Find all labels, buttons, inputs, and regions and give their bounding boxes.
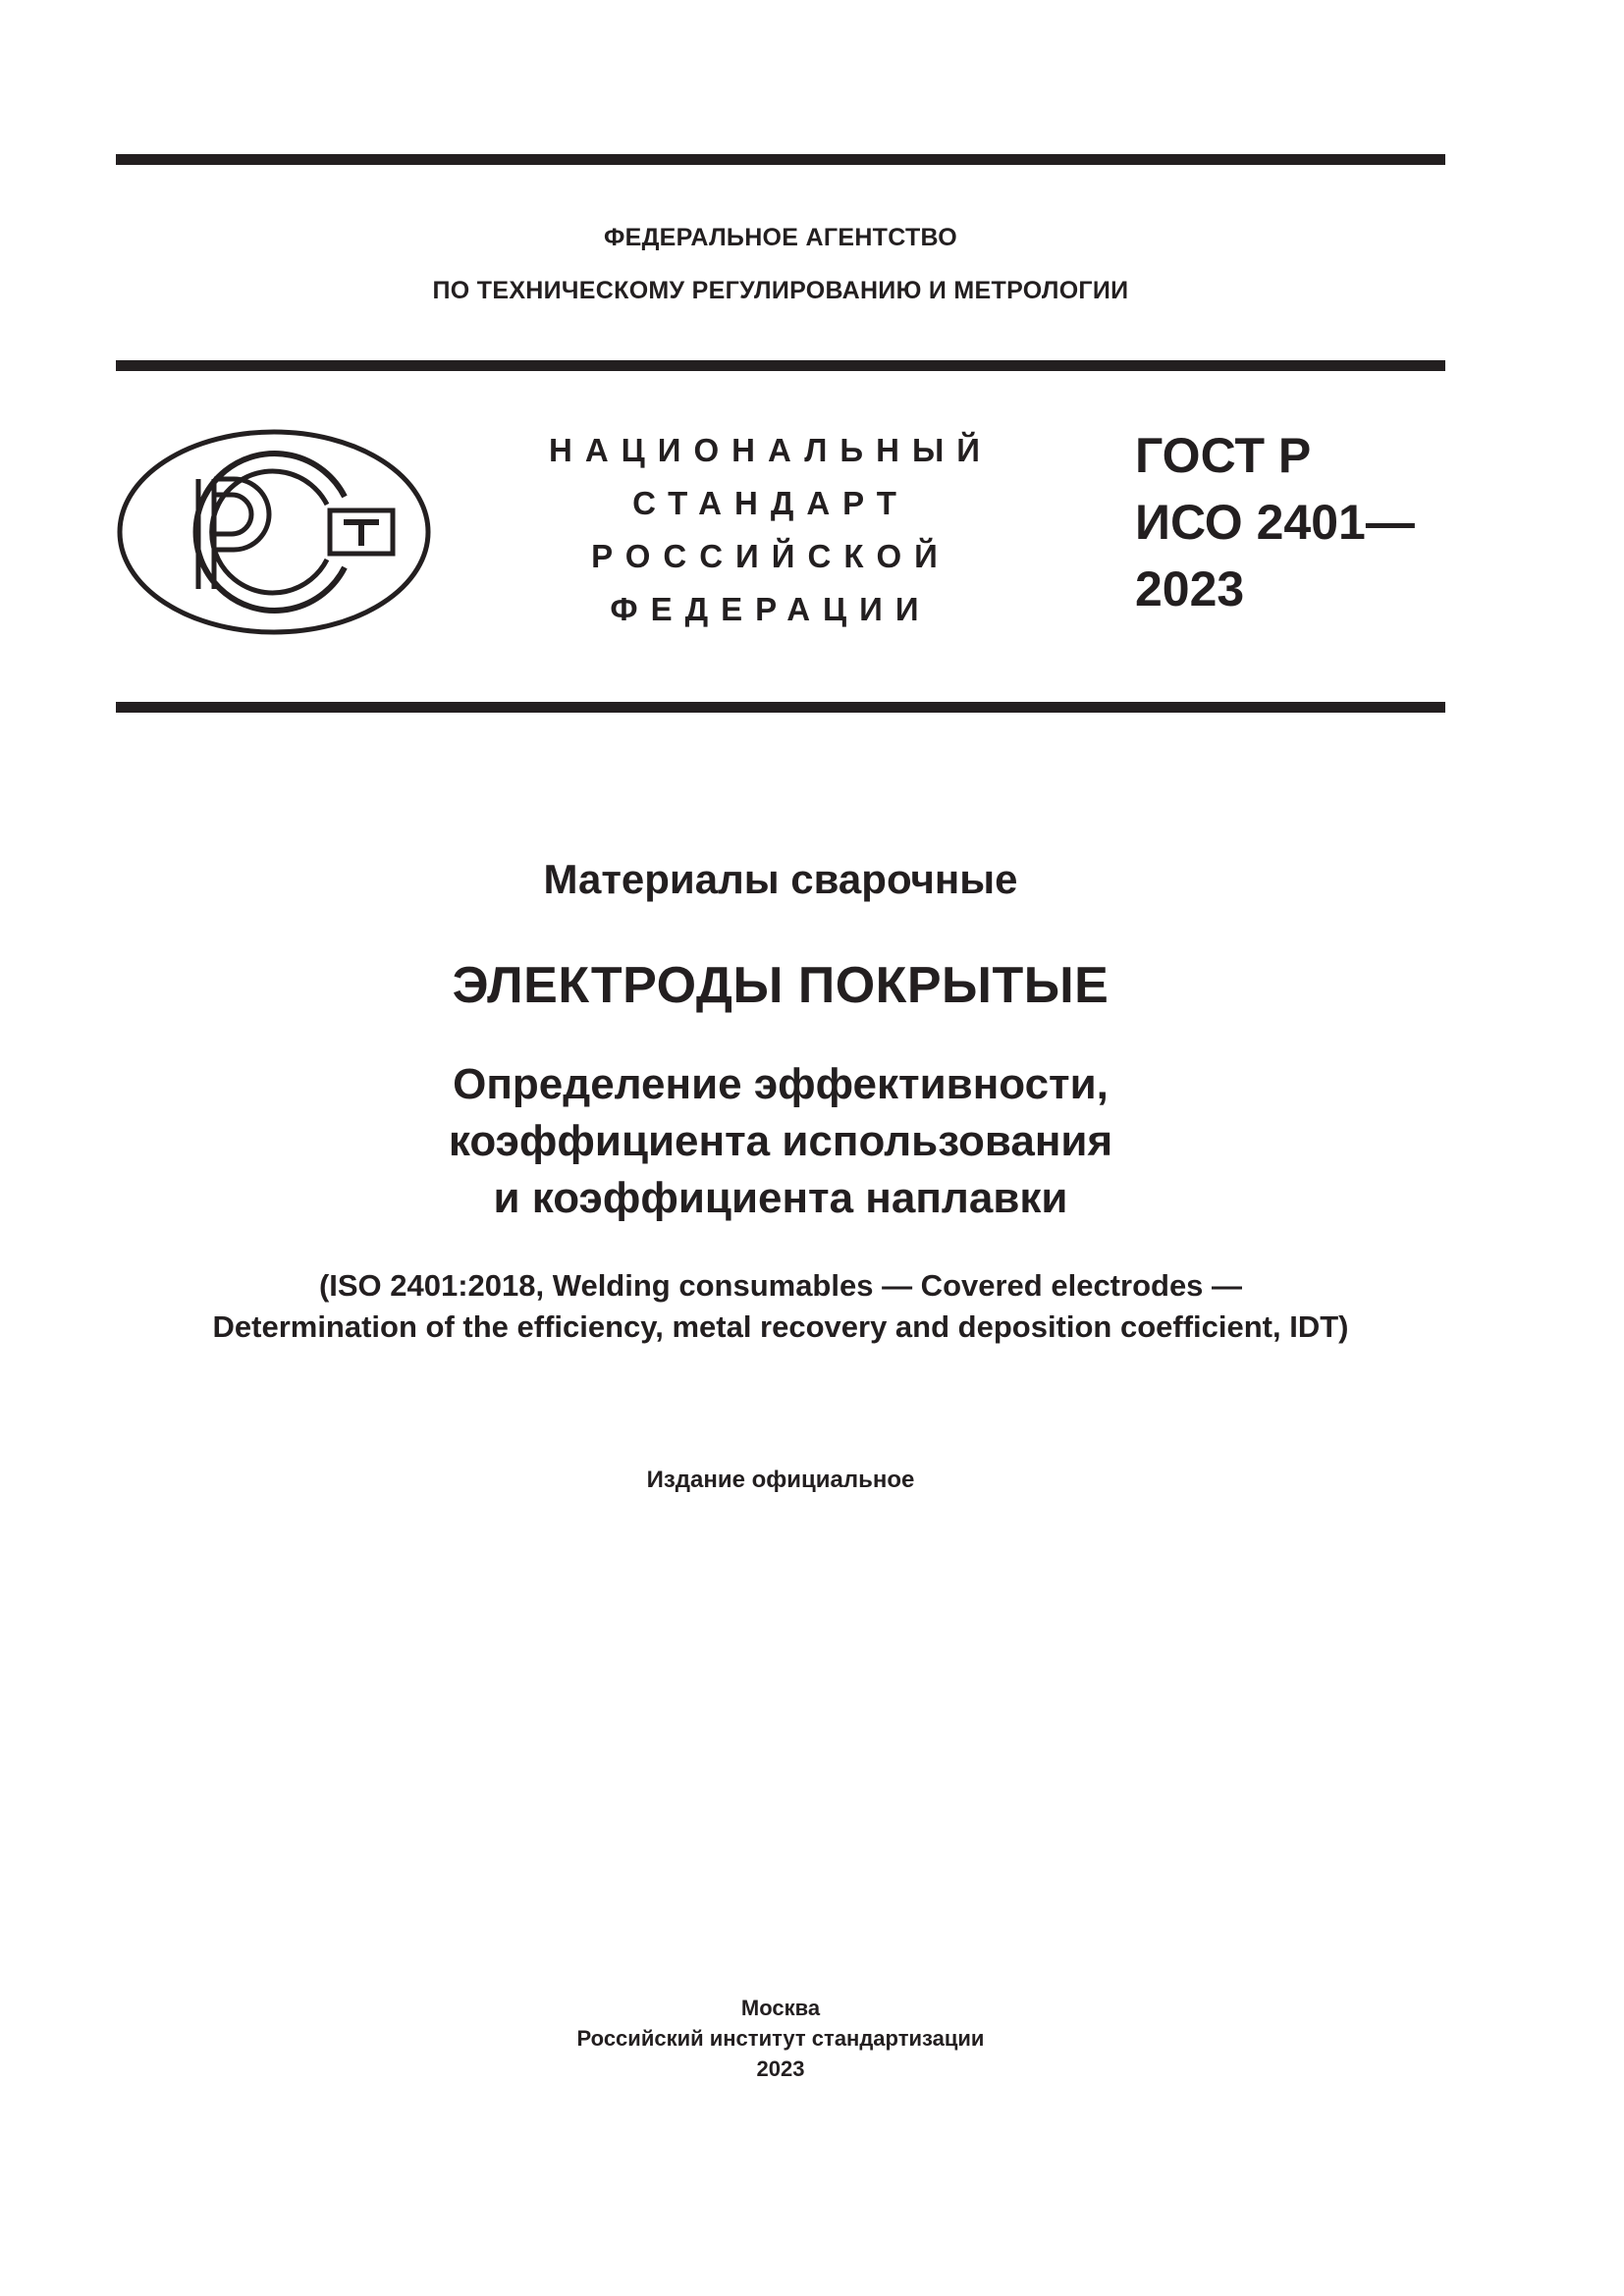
edition-note: Издание официальное: [646, 1467, 915, 1493]
rst-gost-mark-icon: [116, 428, 432, 636]
national-standard-line-1: НАЦИОНАЛЬНЫЙ: [549, 432, 993, 468]
block-divider: [116, 702, 1445, 713]
standard-designation-line-3: 2023: [1135, 561, 1245, 616]
imprint-year: 2023: [756, 2056, 805, 2081]
iso-reference-line-2: Determination of the efficiency, metal recovery and deposition coefficient, IDT): [212, 1309, 1349, 1344]
national-standard-line-2: СТАНДАРТ: [632, 485, 909, 521]
standard-designation-line-1: ГОСТ Р: [1135, 428, 1312, 483]
top-divider: [116, 154, 1445, 165]
title-sub-line-3: и коэффициента наплавки: [493, 1174, 1068, 1222]
title-sub-line-2: коэффициента использования: [448, 1117, 1113, 1165]
national-standard-line-4: ФЕДЕРАЦИИ: [610, 591, 932, 627]
iso-reference-line-1: (ISO 2401:2018, Welding consumables — Covered electrodes —: [318, 1268, 1243, 1303]
standard-designation-line-2: ИСО 2401—: [1135, 495, 1415, 550]
title-group: Материалы сварочные: [543, 856, 1018, 902]
header-divider: [116, 360, 1445, 371]
agency-name-line-2: ПО ТЕХНИЧЕСКОМУ РЕГУЛИРОВАНИЮ И МЕТРОЛОГИИ: [432, 277, 1129, 304]
title-sub-line-1: Определение эффективности,: [453, 1060, 1109, 1108]
imprint-publisher: Российский институт стандартизации: [576, 2026, 985, 2051]
national-standard-line-3: РОССИЙСКОЙ: [591, 538, 950, 574]
agency-name-line-1: ФЕДЕРАЛЬНОЕ АГЕНТСТВО: [603, 224, 958, 251]
imprint-city: Москва: [740, 1996, 821, 2020]
title-main: ЭЛЕКТРОДЫ ПОКРЫТЫЕ: [452, 957, 1110, 1014]
